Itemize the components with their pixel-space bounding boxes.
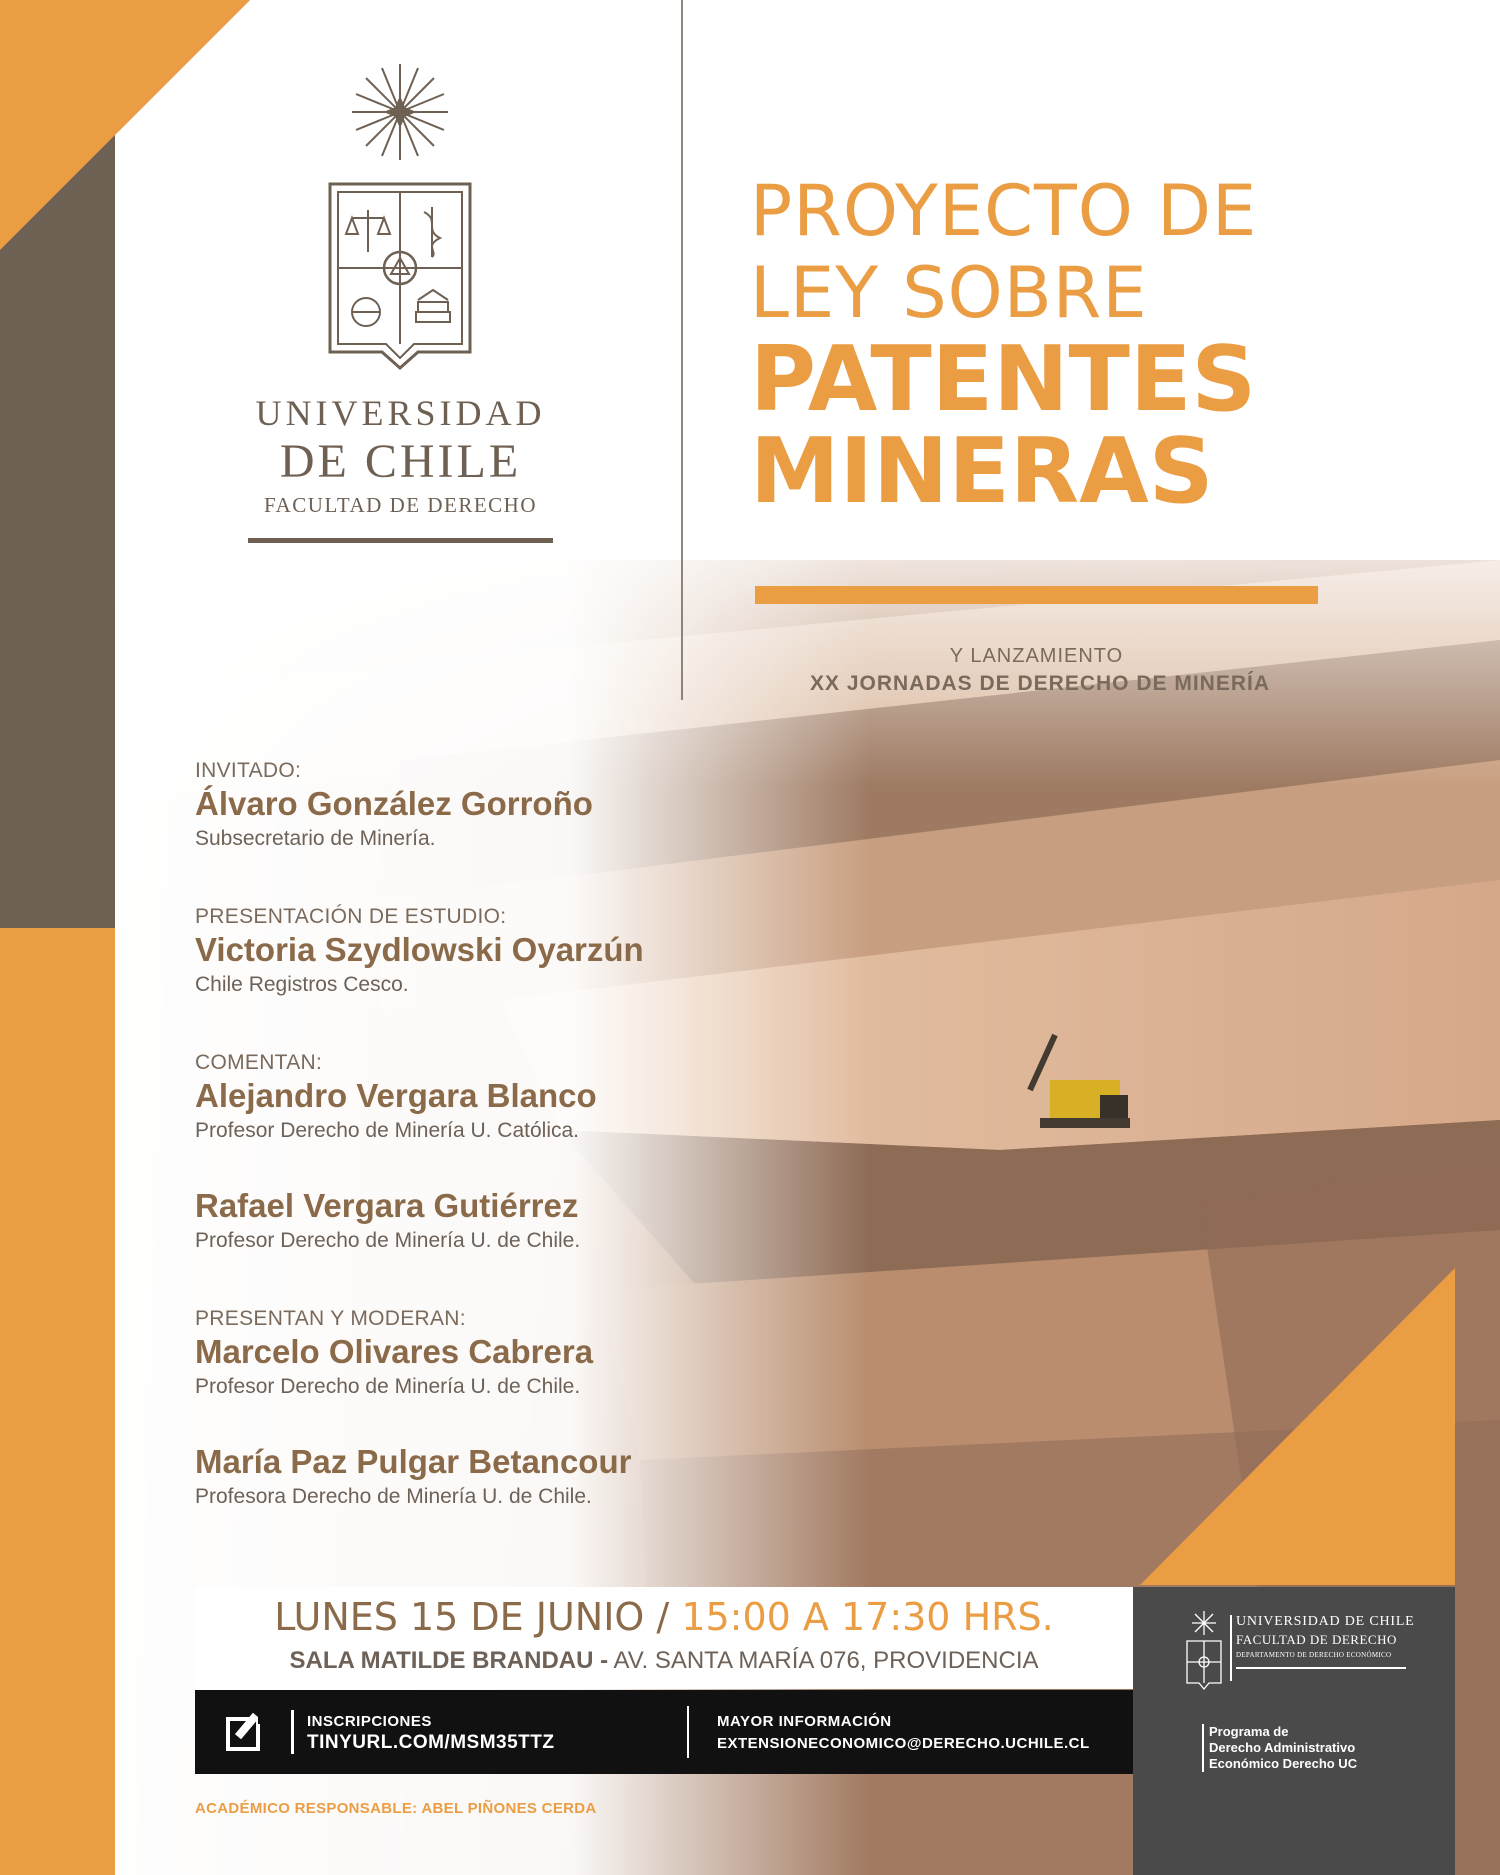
speaker-name: Victoria Szydlowski Oyarzún — [195, 931, 644, 968]
speaker-name: Marcelo Olivares Cabrera — [195, 1333, 594, 1370]
speaker-block — [195, 904, 755, 1000]
subtitle-jornadas: XX JORNADAS DE DERECHO DE MINERÍA — [809, 672, 1271, 695]
event-title — [750, 170, 1450, 524]
speaker-description: Profesor Derecho de Minería U. de Chile. — [195, 1375, 581, 1398]
more-info-label: MAYOR INFORMACIÓN — [717, 1713, 892, 1730]
registration-label: INSCRIPCIONES — [307, 1713, 432, 1730]
speaker-description: Profesor Derecho de Minería U. Católica. — [195, 1119, 579, 1142]
registration-url[interactable]: TINYURL.COM/MSM35TTZ — [307, 1732, 555, 1753]
subtitle-launch: Y LANZAMIENTO — [949, 645, 1124, 667]
panel-divider — [1230, 1615, 1232, 1681]
speaker-name: Alejandro Vergara Blanco — [195, 1077, 597, 1114]
contact-bar — [195, 1690, 1133, 1774]
more-info-email[interactable]: EXTENSIONECONOMICO@DERECHO.UCHILE.CL — [717, 1735, 1090, 1752]
panel-uni-line3: DEPARTAMENTO DE DERECHO ECONÓMICO — [1236, 1651, 1392, 1659]
title-line3: PATENTES — [750, 327, 1257, 432]
event-time: 15:00 A 17:30 HRS. — [681, 1595, 1054, 1639]
contact-divider — [687, 1706, 689, 1758]
speaker-description: Profesora Derecho de Minería U. de Chile. — [195, 1485, 592, 1508]
title-underline — [755, 586, 1318, 604]
speaker-block — [195, 1186, 755, 1256]
venue-address: AV. SANTA MARÍA 076, PROVIDENCIA — [613, 1647, 1039, 1674]
speaker-role: INVITADO: — [195, 759, 302, 782]
event-datetime — [195, 1595, 1133, 1639]
event-date: LUNES 15 DE JUNIO — [274, 1595, 645, 1639]
speaker-block — [195, 758, 755, 854]
speaker-block — [195, 1050, 755, 1146]
speaker-description: Chile Registros Cesco. — [195, 973, 409, 996]
speaker-role: COMENTAN: — [195, 1051, 323, 1074]
program-bar — [1202, 1724, 1204, 1772]
date-separator: / — [656, 1595, 670, 1639]
partner-logos-panel — [1133, 1587, 1455, 1875]
university-name-line1: UNIVERSIDAD — [255, 393, 546, 433]
university-logo — [248, 62, 553, 552]
speaker-name: Rafael Vergara Gutiérrez — [195, 1187, 579, 1224]
registration-divider — [291, 1710, 294, 1754]
event-info-band — [195, 1587, 1133, 1689]
panel-uni-line1: UNIVERSIDAD DE CHILE — [1236, 1614, 1415, 1629]
event-venue — [195, 1647, 1133, 1675]
title-line2: LEY SOBRE — [750, 252, 1148, 334]
speaker-block — [195, 1442, 755, 1512]
panel-uni-line2: FACULTAD DE DERECHO — [1236, 1632, 1397, 1647]
faculty-name: FACULTAD DE DERECHO — [264, 493, 537, 517]
logo-underline — [248, 538, 553, 543]
panel-underline — [1236, 1667, 1406, 1669]
speaker-role: PRESENTACIÓN DE ESTUDIO: — [195, 905, 507, 928]
speaker-block — [195, 1306, 755, 1402]
edit-icon — [225, 1710, 269, 1754]
university-crest-small-icon — [1183, 1609, 1225, 1693]
program-line3: Económico Derecho UC — [1209, 1756, 1358, 1771]
speaker-name: María Paz Pulgar Betancour — [195, 1443, 632, 1480]
title-line4: MINERAS — [750, 419, 1214, 524]
program-line1: Programa de — [1209, 1724, 1289, 1739]
speaker-description: Subsecretario de Minería. — [195, 827, 436, 850]
program-line2: Derecho Administrativo — [1209, 1740, 1356, 1755]
responsible-label: ACADÉMICO RESPONSABLE: — [195, 1800, 418, 1817]
speaker-role: PRESENTAN Y MODERAN: — [195, 1307, 466, 1330]
university-name-line2: DE CHILE — [279, 435, 522, 488]
responsible-name: ABEL PIÑONES CERDA — [421, 1800, 597, 1817]
speaker-description: Profesor Derecho de Minería U. de Chile. — [195, 1229, 581, 1252]
title-line1: PROYECTO DE — [750, 170, 1258, 252]
university-crest-icon — [248, 62, 553, 377]
speaker-name: Álvaro González Gorroño — [195, 785, 593, 822]
responsible-academic — [195, 1800, 597, 1817]
venue-name: SALA MATILDE BRANDAU - — [289, 1647, 609, 1674]
